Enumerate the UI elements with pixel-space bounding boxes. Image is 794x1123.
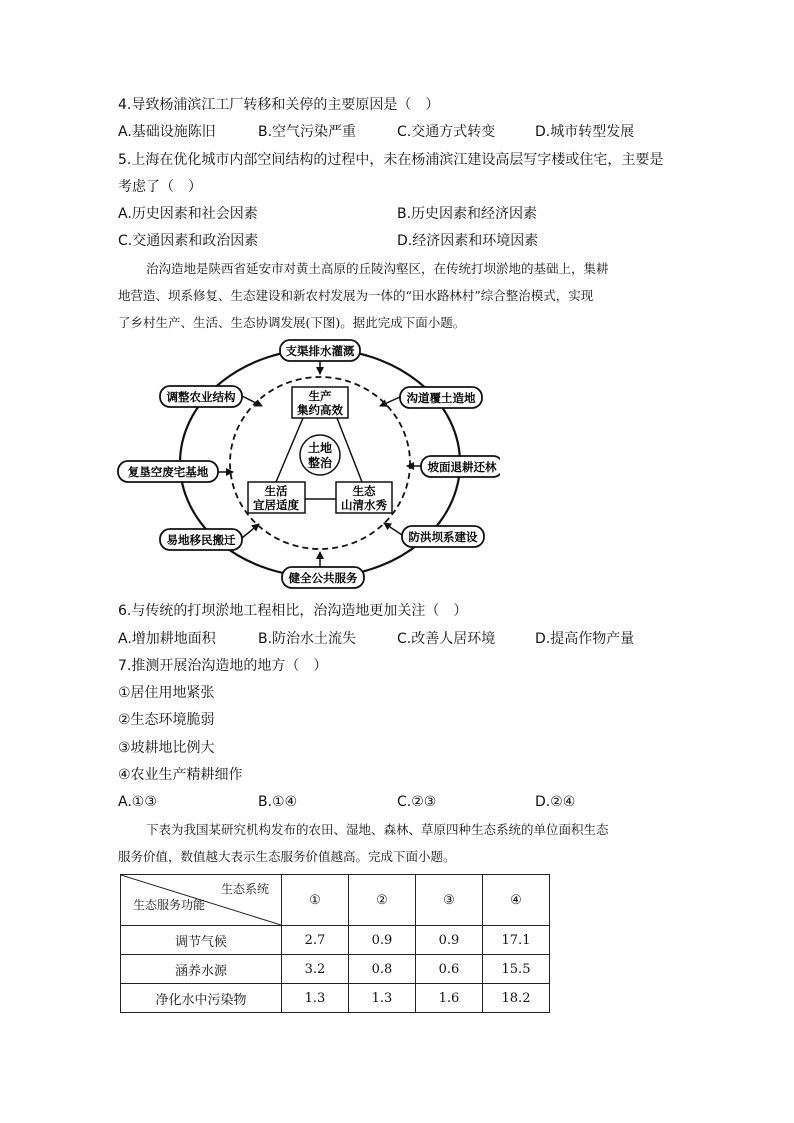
table-header-row: [121, 875, 550, 926]
living-line2: 宜居适度: [253, 498, 299, 512]
table-cell: 3.2: [282, 955, 349, 984]
production-line1: 生产: [308, 389, 332, 403]
outer-lower-right-label: 防洪坝系建设: [408, 530, 478, 544]
q6-option-d: D.提高作物产量: [535, 631, 635, 647]
table-cell: 15.5: [483, 955, 550, 984]
q5-option-c: C.交通因素和政治因素: [118, 233, 259, 249]
q7-option-d: D.②④: [535, 794, 576, 810]
passage2-line1: 下表为我国某研究机构发布的农田、湿地、森林、草原四种生态系统的单位面积生态: [146, 822, 609, 837]
row-label: 涵养水源: [121, 955, 282, 984]
table-row: [121, 926, 550, 955]
column-header: ②: [349, 875, 416, 926]
passage1-line3: 了乡村生产、生活、生态协调发展(下图)。据此完成下面小题。: [118, 315, 466, 330]
table-row: [121, 955, 550, 984]
land-consolidation-diagram: [110, 335, 500, 595]
q4-option-d: D.城市转型发展: [535, 124, 635, 140]
q7-option-a: A.①③: [118, 794, 157, 810]
table-cell: 1.6: [416, 984, 483, 1013]
outer-right-label: 坡面退耕还林: [427, 460, 497, 474]
column-header: ①: [282, 875, 349, 926]
passage1-line2: 地营造、坝系修复、生态建设和新农村发展为一体的“田水路林村”综合整治模式，实现: [118, 288, 594, 303]
production-line2: 集约高效: [297, 403, 343, 417]
outer-lower-left-label: 易地移民搬迁: [166, 533, 236, 547]
row-label: 调节气候: [121, 926, 282, 955]
row-label: 净化水中污染物: [121, 984, 282, 1013]
table-cell: 0.8: [349, 955, 416, 984]
q6-stem: 6.与传统的打坝淤地工程相比，治沟造地更加关注（ ）: [118, 603, 468, 619]
q7-item-1: ①居住用地紧张: [118, 685, 215, 701]
q4-option-c: C.交通方式转变: [397, 124, 496, 140]
center-line2: 整治: [307, 456, 333, 470]
column-header: ③: [416, 875, 483, 926]
outer-upper-right-label: 沟道覆土造地: [406, 391, 476, 405]
header-ecosystem: 生态系统: [220, 882, 269, 896]
q7-item-2: ②生态环境脆弱: [118, 712, 215, 728]
column-header: ④: [483, 875, 550, 926]
table-cell: 1.3: [349, 984, 416, 1013]
q4-option-a: A.基础设施陈旧: [118, 124, 216, 140]
ecology-line2: 山清水秀: [341, 498, 387, 512]
passage2-line2: 服务价值，数值越大表示生态服务价值越高。完成下面小题。: [118, 849, 456, 864]
table-cell: 0.9: [416, 926, 483, 955]
outer-bottom-label: 健全公共服务: [288, 571, 358, 585]
table-row: [121, 984, 550, 1013]
table-cell: 1.3: [282, 984, 349, 1013]
q6-option-a: A.增加耕地面积: [118, 631, 216, 647]
header-service-function: 生态服务功能: [133, 898, 206, 912]
table-cell: 17.1: [483, 926, 550, 955]
outer-top-label: 支渠排水灌溉: [285, 344, 355, 358]
q5-option-d: D.经济因素和环境因素: [397, 233, 539, 249]
passage1-line1: 治沟造地是陕西省延安市对黄土高原的丘陵沟壑区，在传统打坝淤地的基础上，集耕: [146, 261, 609, 276]
q5-stem-line1: 5.上海在优化城市内部空间结构的过程中，未在杨浦滨江建设高层写字楼或住宅，主要是: [118, 152, 664, 168]
q7-option-b: B.①④: [258, 794, 298, 810]
q5-option-a: A.历史因素和社会因素: [118, 206, 258, 222]
table-cell: 18.2: [483, 984, 550, 1013]
q7-stem: 7.推测开展治沟造地的地方（ ）: [118, 658, 328, 674]
living-line1: 生活: [264, 484, 288, 498]
ecology-line1: 生态: [352, 484, 376, 498]
outer-upper-left-label: 调整农业结构: [166, 390, 236, 404]
q7-option-c: C.②③: [397, 794, 437, 810]
q7-item-3: ③坡耕地比例大: [118, 740, 215, 756]
q6-option-c: C.改善人居环境: [397, 631, 496, 647]
center-line1: 土地: [307, 441, 333, 455]
outer-left-label: 复垦空废宅基地: [127, 465, 209, 479]
q4-option-b: B.空气污染严重: [258, 124, 357, 140]
ecosystem-service-table: [120, 874, 550, 1013]
q5-stem-line2: 考虑了（ ）: [118, 179, 202, 195]
table-corner-cell: [121, 875, 282, 926]
q7-item-4: ④农业生产精耕细作: [118, 767, 243, 783]
table-cell: 0.9: [349, 926, 416, 955]
q6-option-b: B.防治水土流失: [258, 631, 357, 647]
q4-stem: 4.导致杨浦滨江工厂转移和关停的主要原因是（ ）: [118, 97, 440, 113]
q5-option-b: B.历史因素和经济因素: [397, 206, 538, 222]
table-cell: 0.6: [416, 955, 483, 984]
table-cell: 2.7: [282, 926, 349, 955]
